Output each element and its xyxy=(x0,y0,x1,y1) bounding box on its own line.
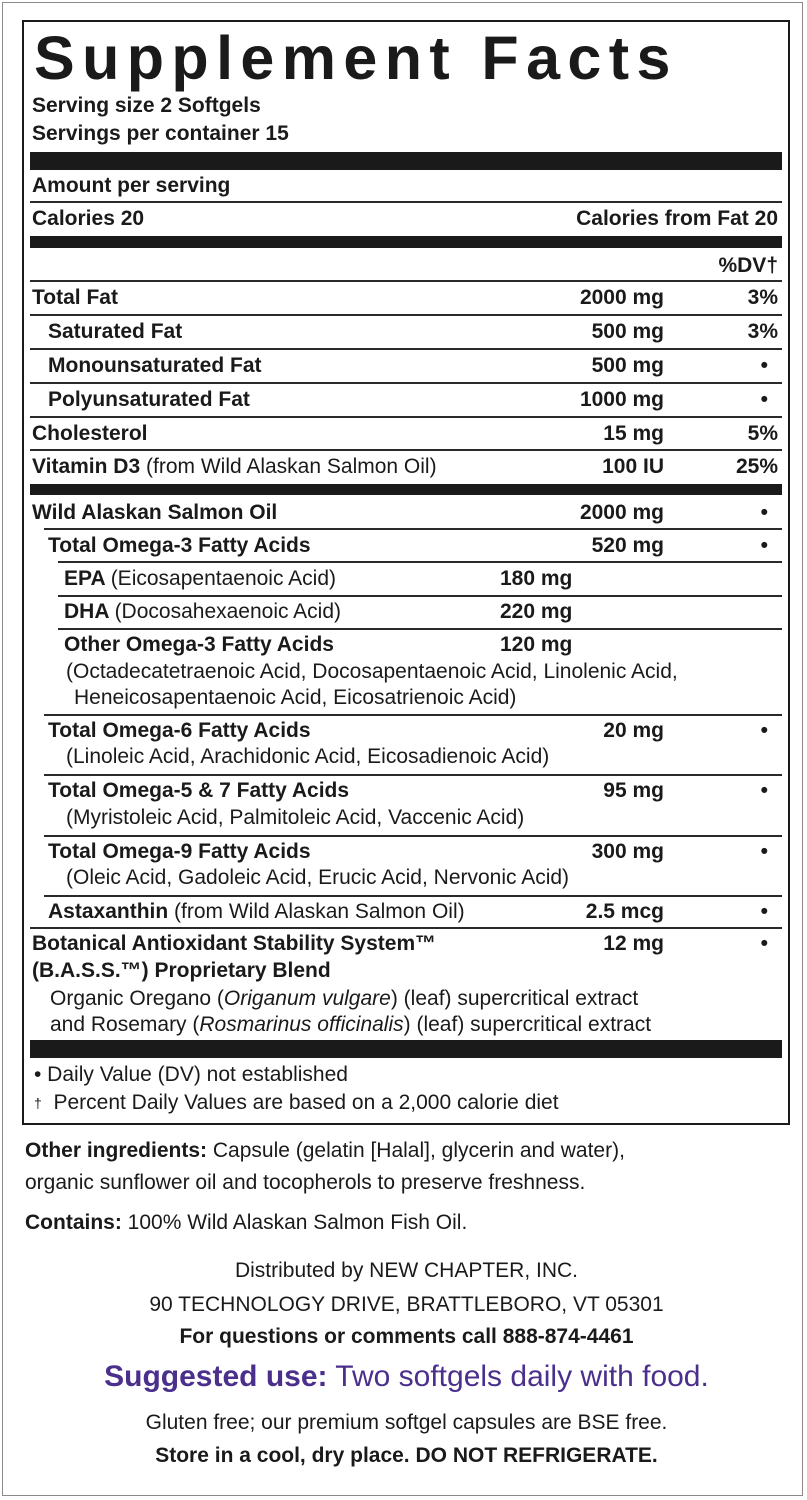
not-established-icon: • xyxy=(760,779,768,802)
epa-note: (Eicosapentaenoic Acid) xyxy=(110,567,336,590)
detail-text: and Rosemary ( xyxy=(50,1013,200,1036)
medium-divider xyxy=(30,484,782,495)
divider xyxy=(44,528,782,530)
contact-line: For questions or comments call 888-874-4461 xyxy=(179,1325,634,1348)
divider xyxy=(44,714,782,716)
nutrient-dv: 25% xyxy=(735,455,778,478)
ingredient-name xyxy=(48,900,465,924)
detail-text: Organic Oregano ( xyxy=(50,987,224,1010)
vitamin-d3-label: Vitamin D3 xyxy=(32,455,141,478)
footnote-text: Percent Daily Values are based on a 2,000 calorie diet xyxy=(53,1091,559,1114)
footnote xyxy=(34,1090,559,1116)
contains-label: Contains: xyxy=(25,1211,122,1234)
serving-size: Serving size 2 Softgels xyxy=(32,94,261,117)
dha-note: (Docosahexaenoic Acid) xyxy=(114,600,342,623)
contains-text: 100% Wild Alaskan Salmon Fish Oil. xyxy=(121,1211,468,1234)
divider xyxy=(30,382,782,384)
ingredient-amount: 520 mg xyxy=(591,534,664,557)
ingredient-detail: (Oleic Acid, Gadoleic Acid, Erucic Acid, Nervonic Acid) xyxy=(66,866,570,889)
ingredient-amount: 2000 mg xyxy=(579,501,664,524)
divider xyxy=(58,628,782,630)
nutrient-name xyxy=(32,455,437,479)
other-ingredients-text: Capsule (gelatin [Halal], glycerin and water), xyxy=(207,1139,625,1162)
ingredient-name: (B.A.S.S.™) Proprietary Blend xyxy=(32,959,331,982)
calories-from-fat: Calories from Fat 20 xyxy=(576,207,778,230)
ingredient-detail xyxy=(50,986,638,1012)
ingredient-detail: (Myristoleic Acid, Palmitoleic Acid, Vaccenic Acid) xyxy=(66,806,525,829)
ingredient-name: Total Omega-3 Fatty Acids xyxy=(48,534,311,557)
ingredient-amount: 95 mg xyxy=(603,779,664,802)
label-page xyxy=(2,2,803,1496)
divider xyxy=(30,314,782,316)
nutrient-dv: 3% xyxy=(747,320,778,343)
ingredient-amount: 12 mg xyxy=(603,932,664,955)
not-established-icon: • xyxy=(760,840,768,863)
nutrient-dv: 5% xyxy=(747,422,778,445)
nutrient-amount: 100 IU xyxy=(602,455,664,478)
vitamin-d3-source: (from Wild Alaskan Salmon Oil) xyxy=(146,455,437,478)
ingredient-amount: 220 mg xyxy=(500,600,573,623)
not-established-icon: • xyxy=(760,501,768,524)
ingredient-name: Total Omega-6 Fatty Acids xyxy=(48,719,311,742)
thick-divider xyxy=(30,1040,782,1058)
suggested-use xyxy=(3,1360,807,1394)
divider xyxy=(58,595,782,597)
nutrient-name: Total Fat xyxy=(32,286,118,309)
suggested-use-label: Suggested use: xyxy=(104,1360,328,1393)
astaxanthin-source: (from Wild Alaskan Salmon Oil) xyxy=(174,900,465,923)
epa-label: EPA xyxy=(64,567,105,590)
astaxanthin-label: Astaxanthin xyxy=(48,900,169,923)
not-established-icon: • xyxy=(760,932,768,955)
distributor-line: Distributed by NEW CHAPTER, INC. xyxy=(234,1259,579,1282)
detail-text: ) (leaf) supercritical extract xyxy=(390,987,639,1010)
gluten-free-note: Gluten free; our premium softgel capsules are BSE free. xyxy=(145,1411,668,1434)
ingredient-name: Total Omega-5 & 7 Fatty Acids xyxy=(48,779,350,802)
ingredient-amount: 2.5 mcg xyxy=(585,900,664,923)
nutrient-name: Cholesterol xyxy=(32,422,148,445)
nutrient-name: Polyunsaturated Fat xyxy=(48,388,250,411)
ingredient-name: Total Omega-9 Fatty Acids xyxy=(48,840,311,863)
medium-divider xyxy=(30,236,782,248)
divider xyxy=(30,280,782,282)
storage-note: Store in a cool, dry place. DO NOT REFRIGERATE. xyxy=(155,1444,658,1467)
footnote: • Daily Value (DV) not established xyxy=(34,1063,348,1086)
divider xyxy=(30,416,782,418)
ingredient-detail: (Linoleic Acid, Arachidonic Acid, Eicosadienoic Acid) xyxy=(66,745,550,768)
not-established-icon: • xyxy=(760,354,768,377)
ingredient-name xyxy=(64,567,336,591)
ingredient-name: Other Omega-3 Fatty Acids xyxy=(64,633,334,656)
nutrient-dv: 3% xyxy=(747,286,778,309)
ingredient-amount: 120 mg xyxy=(500,633,573,656)
nutrient-name: Saturated Fat xyxy=(48,320,183,343)
ingredient-detail xyxy=(50,1012,651,1038)
suggested-use-text: Two softgels daily with food. xyxy=(327,1360,709,1393)
divider xyxy=(30,927,782,929)
ingredient-name: Botanical Antioxidant Stability System™ xyxy=(32,932,437,955)
dha-label: DHA xyxy=(64,600,109,623)
divider xyxy=(30,449,782,451)
ingredient-name: Wild Alaskan Salmon Oil xyxy=(32,501,278,524)
nutrient-amount: 500 mg xyxy=(591,320,664,343)
calories-label: Calories 20 xyxy=(32,207,145,230)
divider xyxy=(44,774,782,776)
latin-name: Rosmarinus officinalis xyxy=(199,1013,404,1036)
supplement-facts-panel xyxy=(22,20,790,1125)
not-established-icon: • xyxy=(760,900,768,923)
ingredient-detail: Heneicosapentaenoic Acid, Eicosatrienoic Acid) xyxy=(74,686,517,709)
divider xyxy=(44,895,782,897)
ingredient-amount: 300 mg xyxy=(591,840,664,863)
panel-title: Supplement Facts xyxy=(34,24,678,92)
divider xyxy=(58,561,782,563)
latin-name: Origanum vulgare xyxy=(223,987,391,1010)
nutrient-amount: 2000 mg xyxy=(579,286,664,309)
not-established-icon: • xyxy=(760,534,768,557)
nutrient-amount: 15 mg xyxy=(603,422,664,445)
nutrient-amount: 1000 mg xyxy=(579,388,664,411)
address-line: 90 TECHNOLOGY DRIVE, BRATTLEBORO, VT 05301 xyxy=(149,1293,664,1316)
ingredient-detail: (Octadecatetraenoic Acid, Docosapentaenoic Acid, Linolenic Acid, xyxy=(66,660,678,683)
dv-header: %DV† xyxy=(718,254,778,277)
other-ingredients xyxy=(25,1136,625,1165)
not-established-icon: • xyxy=(760,719,768,742)
servings-per-container: Servings per container 15 xyxy=(32,122,289,145)
thick-divider xyxy=(30,152,782,170)
divider xyxy=(44,835,782,837)
contains xyxy=(25,1208,467,1237)
divider xyxy=(30,201,782,203)
nutrient-amount: 500 mg xyxy=(591,354,664,377)
ingredient-amount: 20 mg xyxy=(603,719,664,742)
dagger-mark: † xyxy=(34,1095,42,1111)
other-ingredients-label: Other ingredients: xyxy=(25,1139,208,1162)
detail-text: ) (leaf) supercritical extract xyxy=(403,1013,652,1036)
nutrient-name: Monounsaturated Fat xyxy=(48,354,262,377)
other-ingredients-line2: organic sunflower oil and tocopherols to preserve freshness. xyxy=(25,1171,586,1194)
amount-per-serving-label: Amount per serving xyxy=(32,174,231,197)
ingredient-name xyxy=(64,600,341,624)
not-established-icon: • xyxy=(760,388,768,411)
divider xyxy=(30,348,782,350)
ingredient-amount: 180 mg xyxy=(500,567,573,590)
